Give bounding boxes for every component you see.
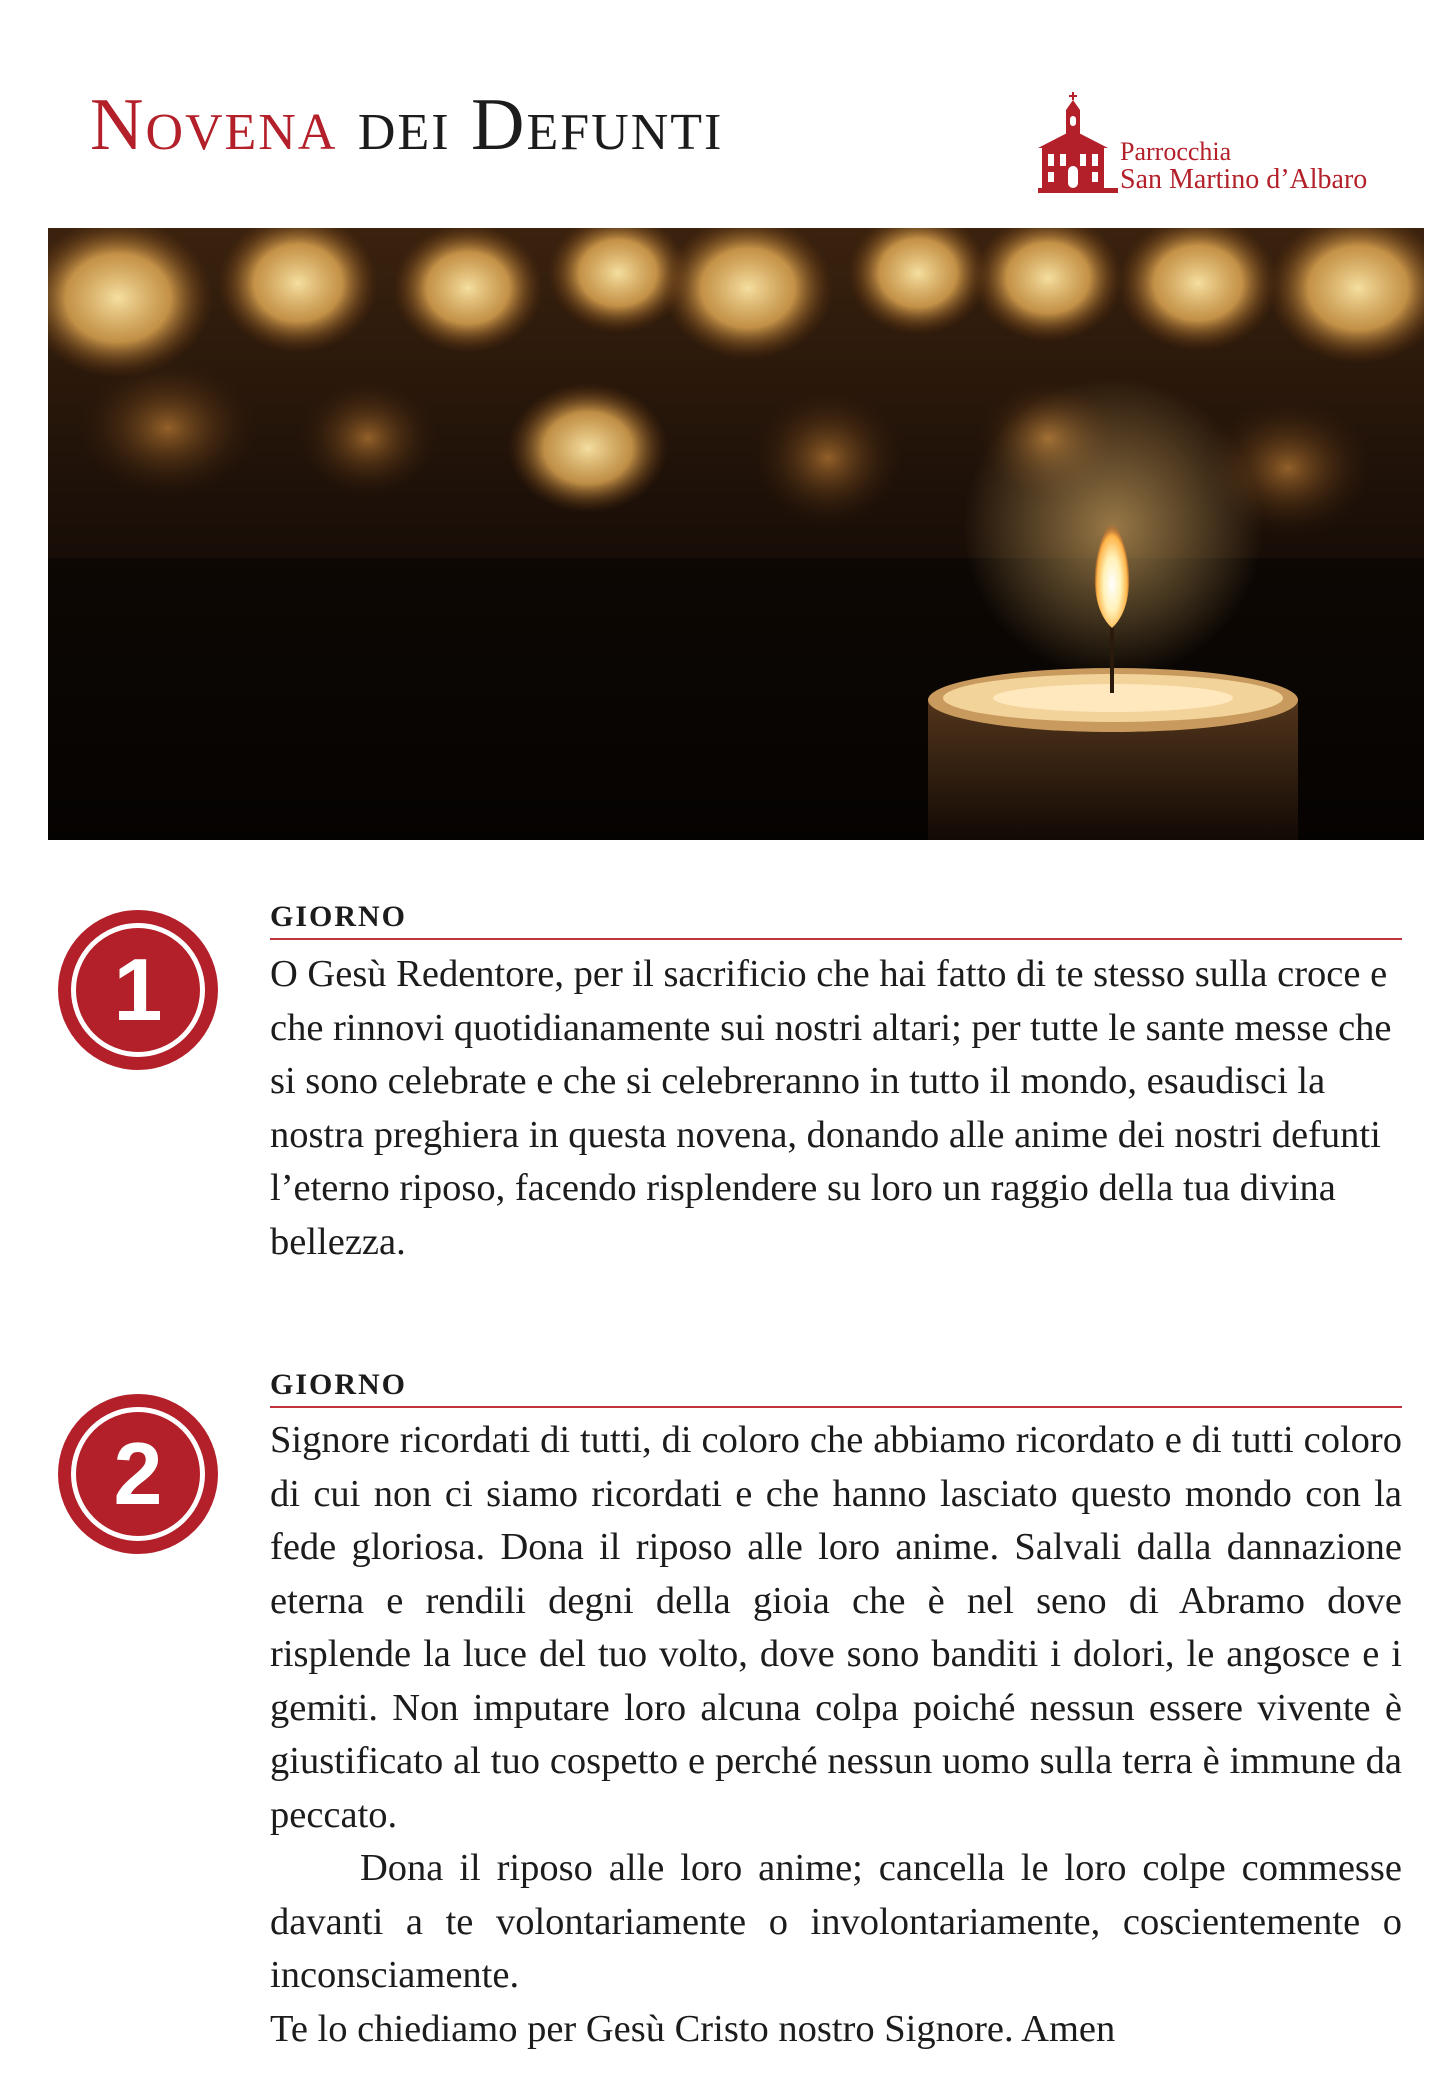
candle-icon [48,228,1424,840]
page-title [90,84,724,166]
day-number-badge [58,910,218,1070]
prayer-paragraph: Te lo chiediamo per Gesù Cristo nostro Signore. Amen [270,2007,1116,2050]
day-number: 2 [113,1424,163,1523]
title-red-word: Novena [90,84,338,166]
day-divider [270,1406,1402,1408]
day-number-badge [58,1394,218,1554]
day-label: GIORNO [270,1368,408,1401]
prayer-text [270,1414,1402,2056]
day-divider [270,938,1402,940]
prayer-paragraph: Signore ricordati di tutti, di coloro che abbiamo ricordato e di tutti coloro di cui non ci siamo ricordati e che hanno lasciato questo mondo con la fede gloriosa. Dona il riposo alle loro anime. Salvali dalla dannazione eterna e rendili degni della gioia che è nel seno di Abramo dove risplende la luce del tuo volto, dove sono banditi i dolori, le angosce e i gemiti. Non imputare loro alcuna colpa poiché nessun essere vivente è giustificato al tuo cospetto e perché nessun uomo sulla terra è immune da peccato. [270,1419,1402,1836]
day-label: GIORNO [270,900,408,933]
parish-line-2: San Martino d’Albaro [1120,164,1368,195]
parish-line-1: Parrocchia [1120,137,1232,166]
parish-name [1120,138,1367,194]
prayer-paragraph: O Gesù Redentore, per il sacrificio che hai fatto di te stesso sulla croce e che rinnovi quotidianamente sui nostri altari; per tutte le sante messe che si sono celebrate e che si celebreranno in tutto il mondo, esaudisci la nostra preghiera in questa novena, donando alle anime dei nostri defunti l’eterno riposo, facendo risplendere su loro un raggio della tua divina bellezza. [270,953,1392,1263]
church-icon [1036,88,1120,198]
day-number: 1 [113,940,163,1039]
candles-photo [48,228,1424,840]
prayer-paragraph: Dona il riposo alle loro anime; cancella le loro colpe commesse davanti a te volontariamente o involontariamente, coscientemente o inconsciamente. [270,1847,1402,1996]
title-rest: dei Defunti [357,84,724,166]
parish-logo [1036,88,1406,198]
prayer-text [270,948,1402,1269]
